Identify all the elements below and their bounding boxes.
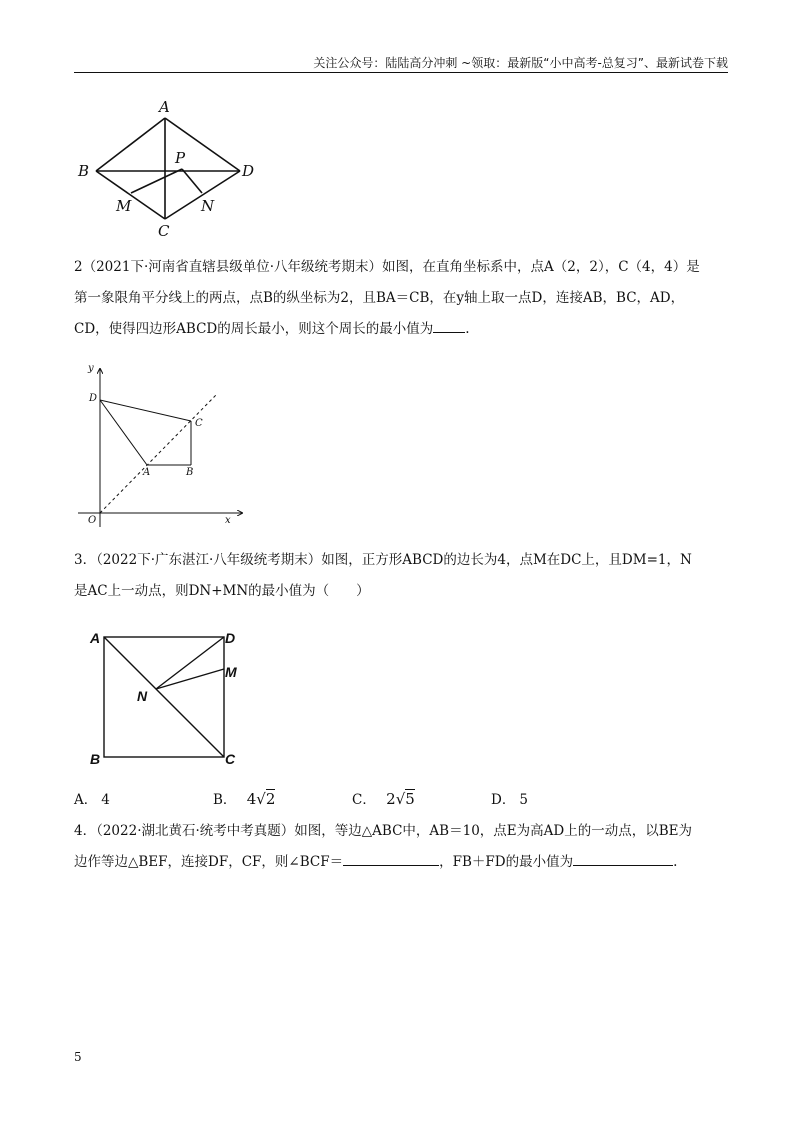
q4-line2 bbox=[74, 847, 730, 878]
figure-coordinate bbox=[74, 355, 254, 530]
label-A: A bbox=[159, 98, 170, 116]
q4-line1-text: 如图，等边△ABC中，AB＝10，点E为高AD上的一动点，以BE为 bbox=[294, 823, 692, 839]
sqrt-icon: √ bbox=[256, 790, 266, 808]
label-B: B bbox=[186, 467, 194, 478]
label-D: D bbox=[89, 393, 98, 404]
q2-line3 bbox=[74, 314, 730, 345]
label-y: y bbox=[88, 363, 94, 374]
q4-line2-mid: ，FB＋FD的最小值为 bbox=[439, 854, 574, 870]
q3-line1-text: 如图，正方形ABCD的边长为4，点M在DC上，且DM=1，N bbox=[321, 552, 692, 568]
option-c-letter: C． bbox=[352, 792, 376, 808]
q4-answer-blank-2 bbox=[573, 865, 673, 866]
page-number: 5 bbox=[74, 1050, 82, 1064]
segment-DC bbox=[100, 400, 191, 421]
option-a-letter: A． bbox=[74, 792, 98, 808]
label-A: A bbox=[90, 630, 101, 646]
edge-AB bbox=[96, 118, 165, 171]
label-M: M bbox=[116, 197, 132, 215]
header-rule bbox=[74, 72, 728, 73]
label-B: B bbox=[90, 751, 101, 767]
label-B: B bbox=[78, 162, 90, 180]
question-4 bbox=[74, 816, 730, 878]
option-b[interactable] bbox=[213, 788, 275, 808]
q2-line1 bbox=[74, 252, 730, 283]
option-c-radicand: 5 bbox=[405, 790, 415, 808]
label-C: C bbox=[225, 751, 236, 767]
bisector-line bbox=[100, 395, 216, 513]
label-C: C bbox=[158, 222, 170, 240]
option-b-coef: 4 bbox=[246, 790, 257, 808]
label-D: D bbox=[242, 162, 255, 180]
q3-source: （2022下·广东湛江·八年级统考期末） bbox=[96, 552, 322, 568]
q2-answer-blank bbox=[433, 332, 465, 333]
diagonal-AC bbox=[104, 637, 224, 757]
q4-number: 4． bbox=[74, 823, 97, 839]
option-d-letter: D． bbox=[491, 792, 516, 808]
q4-source: （2022·湖北黄石·统考中考真题） bbox=[96, 823, 295, 839]
option-b-radicand: 2 bbox=[265, 790, 276, 808]
q2-line2: 第一象限角平分线上的两点，点B的纵坐标为2，且BA＝CB，在y轴上取一点D，连接AB，BC，AD， bbox=[74, 290, 685, 306]
option-b-letter: B． bbox=[213, 792, 237, 808]
q4-line2-text: 边作等边△BEF，连接DF，CF，则∠BCF＝ bbox=[74, 854, 344, 870]
q3-number: 3． bbox=[74, 552, 97, 568]
segment-NM bbox=[156, 669, 224, 689]
option-d-value: 5 bbox=[519, 792, 528, 808]
label-C: C bbox=[195, 418, 203, 429]
segment-PN bbox=[182, 169, 202, 193]
label-O: O bbox=[88, 515, 97, 526]
label-N: N bbox=[201, 197, 215, 215]
q3-line2: 是AC上一动点，则DN+MN的最小值为（ ） bbox=[74, 583, 370, 599]
question-3 bbox=[74, 545, 730, 607]
option-c-value bbox=[386, 790, 415, 808]
q4-line1 bbox=[74, 816, 730, 847]
label-x: x bbox=[225, 515, 231, 526]
option-a-value: 4 bbox=[101, 792, 110, 808]
figure-square bbox=[82, 625, 252, 775]
q2-line1-text: 如图，在直角坐标系中，点A（2，2），C（4，4）是 bbox=[382, 259, 700, 275]
q4-line2-end: . bbox=[673, 854, 678, 870]
figure-rhombus bbox=[74, 95, 274, 240]
page-header: 关注公众号：陆陆高分冲刺 ~领取：最新版“小中高考-总复习”、最新试卷下载 bbox=[313, 56, 728, 70]
segment-DA bbox=[100, 400, 147, 465]
option-c-coef: 2 bbox=[386, 790, 396, 808]
label-D: D bbox=[225, 630, 236, 646]
label-N: N bbox=[137, 688, 148, 704]
q2-line3-end: . bbox=[465, 321, 470, 337]
option-c[interactable] bbox=[352, 788, 415, 808]
option-b-value bbox=[247, 790, 276, 808]
segment-ND bbox=[156, 637, 224, 689]
q2-line3-text: CD，使得四边形ABCD的周长最小，则这个周长的最小值为 bbox=[74, 321, 434, 337]
q2-source: （2021下·河南省直辖县级单位·八年级统考期末） bbox=[82, 259, 383, 275]
question-2 bbox=[74, 252, 730, 345]
label-M: M bbox=[225, 664, 237, 680]
option-a[interactable] bbox=[74, 788, 110, 808]
label-P: P bbox=[175, 149, 186, 167]
option-d[interactable] bbox=[491, 788, 528, 808]
label-A: A bbox=[143, 467, 151, 478]
sqrt-icon: √ bbox=[395, 790, 406, 808]
segment-PM bbox=[131, 169, 182, 193]
q4-answer-blank-1 bbox=[343, 865, 439, 866]
q2-number: 2 bbox=[74, 259, 83, 275]
q3-line1 bbox=[74, 545, 730, 576]
